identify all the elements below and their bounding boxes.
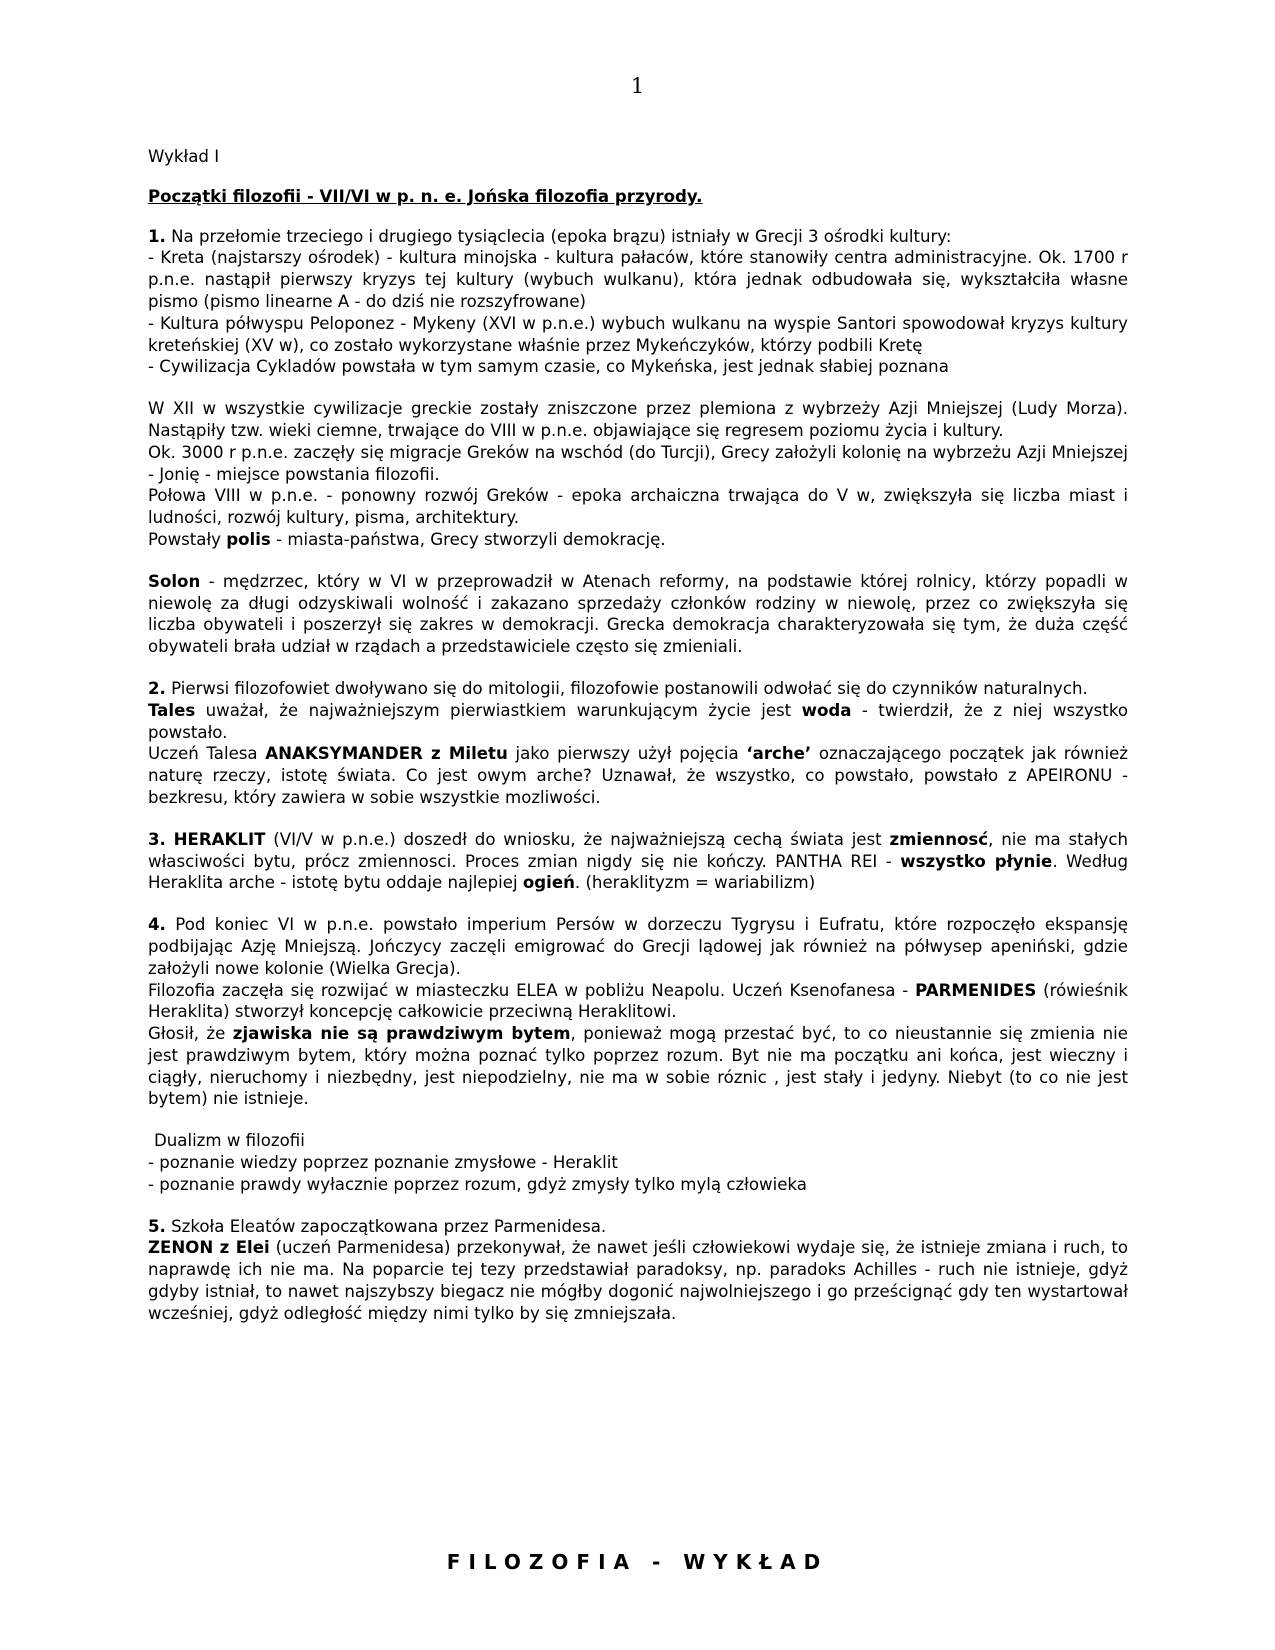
document-body <box>148 146 1128 1325</box>
paragraph-anaksymander: Uczeń Talesa ANAKSYMANDER z Miletu jako pierwszy użył pojęcia ‘arche’ oznaczającego początek jak również naturę rzeczy, istotę świata. Co jest owym arche? Uznawał, że wszystko, co powstało, powstało z APEIRONU - bezkresu, który zawiera w sobie wszystkie mozliwości. <box>148 744 1128 807</box>
section-number: 2. <box>148 678 166 698</box>
paragraph-dark-ages: W XII w wszystkie cywilizacje greckie zostały zniszczone przez plemiona z wybrzeży Azji Mniejszej (Ludy Morza). Nastąpiły tzw. wieki ciemne, trwające do VIII w p.n.e. objawiające się regresem poziomu życia i kultury. <box>148 399 1128 440</box>
page-number: 1 <box>630 74 645 98</box>
page-footer: FILOZOFIA - WYKŁAD <box>446 1550 829 1574</box>
paragraph-migration: Ok. 3000 r p.n.e. zaczęły się migracje Greków na wschód (do Turcji), Grecy założyli kolonię na wybrzeżu Azji Mniejszej - Jonię - miejsce powstania filozofii. <box>148 442 1128 484</box>
dualism-item-1: - poznanie wiedzy poprzez poznanie zmysłowe - Heraklit <box>148 1153 618 1173</box>
section-5-intro: 5. Szkoła Eleatów zapoczątkowana przez Parmenidesa. <box>148 1216 607 1236</box>
document-heading: Początki filozofii - VII/VI w p. n. e. Jońska filozofia przyrody. <box>148 186 703 206</box>
section-1-mycenae: - Kultura półwyspu Peloponez - Mykeny (XVI w p.n.e.) wybuch wulkanu na wyspie Santori spowodował kryzys kultury kreteńskiej (XV w), co zostało wykorzystane właśnie przez Mykeńczyków, którzy podbili Kretę <box>148 313 1128 355</box>
paragraph-parmenides: Filozofia zaczęła się rozwijać w miasteczku ELEA w pobliżu Neapolu. Uczeń Ksenofanesa - PARMENIDES (rówieśnik Heraklita) stworzył koncepcję całkowicie przeciwną Heraklitowi. <box>148 980 1128 1022</box>
section-4-intro: 4. Pod koniec VI w p.n.e. powstało imperium Persów w dorzeczu Tygrysu i Eufratu, które rozpoczęło ekspansję podbijając Azję Mniejszą. Jończycy zaczęli emigrować do Grecji lądowej jak również na półwysep apeniński, gdzie założyli nowe kolonie (Wielka Grecja). <box>148 915 1128 978</box>
paragraph-tales: Tales uważał, że najważniejszym pierwiastkiem warunkującym życie jest woda - twierdził, że z niej wszystko powstało. <box>148 700 1128 742</box>
dualism-title: Dualizm w filozofii <box>154 1131 305 1151</box>
lecture-label: Wykład I <box>148 147 220 166</box>
section-1-intro: 1. Na przełomie trzeciego i drugiego tysiąclecia (epoka brązu) istniały w Grecji 3 ośrodki kultury: <box>148 226 952 246</box>
section-number: 5. <box>148 1216 166 1236</box>
dualism-item-2: - poznanie prawdy wyłacznie poprzez rozum, gdyż zmysły tylko mylą człowieka <box>148 1174 807 1194</box>
section-3-heraklit: 3. HERAKLIT (VI/V w p.n.e.) doszedł do wniosku, że najważniejszą cechą świata jest zmiennosć, nie ma stałych własciwości bytu, prócz zmiennosci. Proces zmian nigdy się nie kończy. PANTHA REI - wszystko płynie. Według Heraklita arche - istotę bytu oddaje najlepiej ogień. (heraklityzm = wariabilizm) <box>148 829 1129 893</box>
section-number: 3. <box>148 829 166 849</box>
section-number: 4. <box>148 915 166 935</box>
section-1-cyclades: - Cywilizacja Cykladów powstała w tym samym czasie, co Mykeńska, jest jednak słabiej poznana <box>148 357 949 377</box>
paragraph-polis: Powstały polis - miasta-państwa, Grecy stworzyli demokrację. <box>148 529 666 549</box>
section-1-crete: - Kreta (najstarszy ośrodek) - kultura minojska - kultura pałaców, które stanowiły centra administracyjne. Ok. 1700 r p.n.e. nastąpił pierwszy kryzys tej kultury (wybuch wulkanu), która jednak odbudowała się, wykształciła własne pismo (pismo linearne A - do dziś nie rozszyfrowane) <box>148 248 1128 311</box>
paragraph-solon: Solon - mędzrzec, który w VI w przeprowadził w Atenach reformy, na podstawie której rolnicy, którzy popadli w niewolę za długi odzyskiwali wolność i zakazano sprzedaży członków rodziny w niewolę, przez co zwiększyła się liczba obywateli i poszerzył się zakres w demokracji. Grecka demokracja charakteryzowała się tym, że duża część obywateli brała udział w rządach a przedstawiciele często się zmieniali. <box>148 571 1128 657</box>
section-2-intro: 2. Pierwsi filozofowiet dwoływano się do mitologii, filozofowie postanowili odwołać się do czynników naturalnych. <box>148 678 1088 698</box>
section-number: 1. <box>148 226 166 246</box>
paragraph-glosil: Głosił, że zjawiska nie są prawdziwym bytem, ponieważ mogą przestać być, to co nieustannie się zmienia nie jest prawdziwym bytem, który można poznać tylko poprzez rozum. Byt nie ma początku ani końca, jest wieczny i ciągły, nieruchomy i niezbędny, jest niepodzielny, nie ma w sobie róznic , jest stały i jedyny. Niebyt (to co nie jest bytem) nie istnieje. <box>148 1024 1129 1109</box>
paragraph-archaic: Połowa VIII w p.n.e. - ponowny rozwój Greków - epoka archaiczna trwająca do V w, zwiększyła się liczba miast i ludności, rozwój kultury, pisma, architektury. <box>148 486 1128 528</box>
paragraph-zenon: ZENON z Elei (uczeń Parmenidesa) przekonywał, że nawet jeśli człowiekowi wydaje się, że istnieje zmiana i ruch, to naprawdę ich nie ma. Na poparcie tej tezy przedstawiał paradoksy, np. paradoks Achilles - ruch nie istnieje, gdyż gdyby istniał, to nawet najszybszy biegacz nie mógłby dogonić najwolniejszego i go prześcignąć gdy ten wystartował wcześniej, gdyż odległość między nimi tylko by się zmniejszała. <box>148 1238 1128 1323</box>
